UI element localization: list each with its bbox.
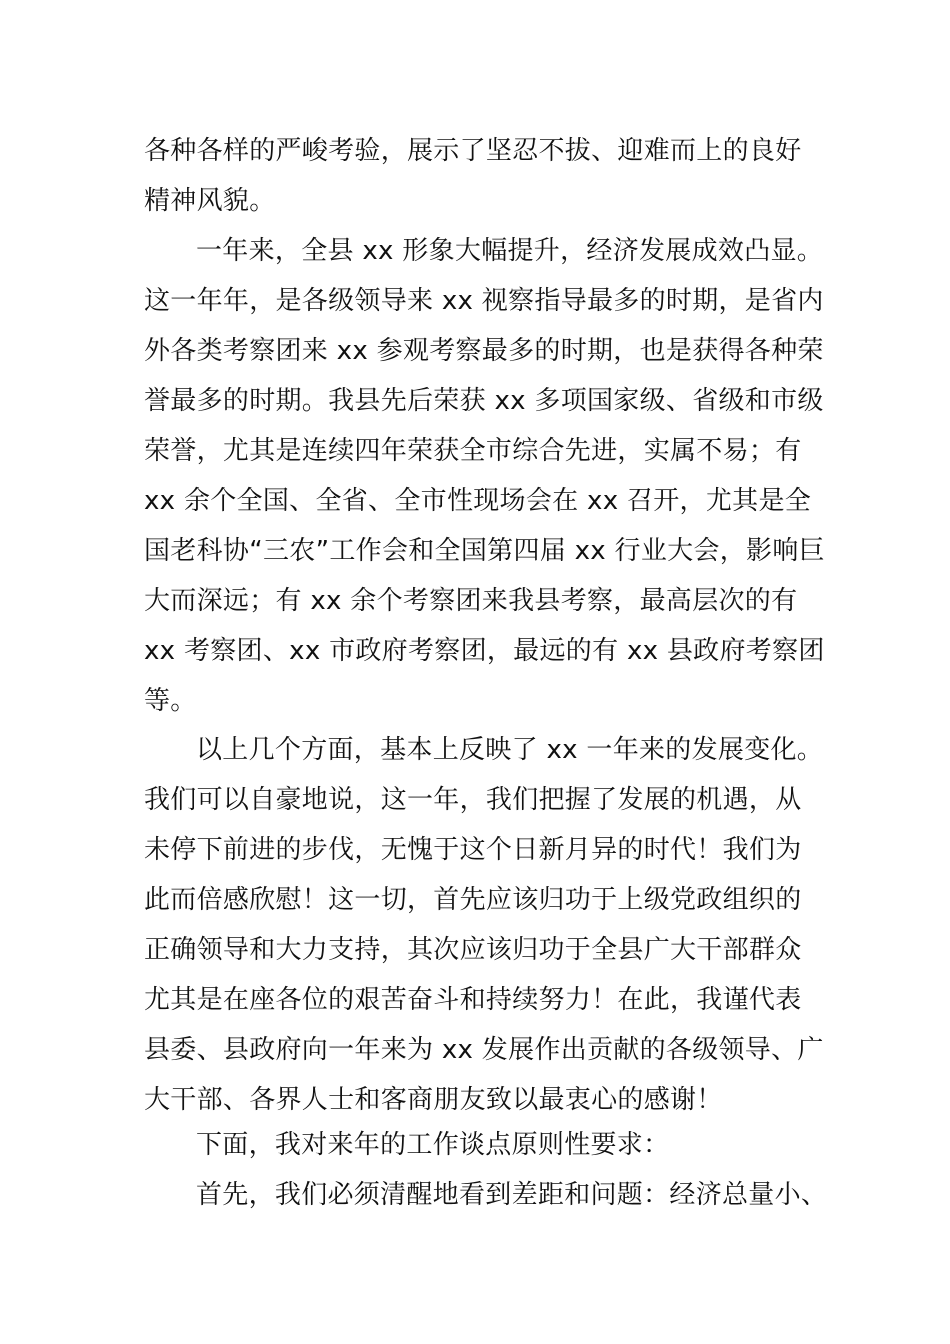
text-line: 国老科协“三农”工作会和全国第四届 xx 行业大会，影响巨 [144, 536, 825, 566]
text-line: 等。 [144, 686, 197, 716]
text-line: 这一年年，是各级领导来 xx 视察指导最多的时期，是省内 [144, 286, 824, 316]
text-line: 正确领导和大力支持，其次应该归功于全县广大干部群众 [144, 935, 802, 965]
text-line: 精神风貌。 [144, 186, 276, 216]
text-line: 此而倍感欣慰！这一切，首先应该归功于上级党政组织的 [144, 885, 802, 915]
text-line: xx 余个全国、全省、全市性现场会在 xx 召开，尤其是全 [144, 486, 812, 516]
paragraph-start-line: 一年来，全县 xx 形象大幅提升，经济发展成效凸显。 [196, 236, 824, 266]
paragraph-start-line: 下面，我对来年的工作谈点原则性要求： [196, 1130, 670, 1160]
text-line: 未停下前进的步伐，无愧于这个日新月异的时代！我们为 [144, 835, 802, 865]
text-line: 我们可以自豪地说，这一年，我们把握了发展的机遇，从 [144, 785, 802, 815]
text-line: 大干部、各界人士和客商朋友致以最衷心的感谢！ [144, 1085, 723, 1115]
text-line: 外各类考察团来 xx 参观考察最多的时期，也是获得各种荣 [144, 336, 824, 366]
text-line: 县委、县政府向一年来为 xx 发展作出贡献的各级领导、广 [144, 1035, 824, 1065]
text-line: 各种各样的严峻考验，展示了坚忍不拔、迎难而上的良好 [144, 136, 802, 166]
paragraph-start-line: 以上几个方面，基本上反映了 xx 一年来的发展变化。 [196, 735, 824, 765]
text-line: xx 考察团、xx 市政府考察团，最远的有 xx 县政府考察团 [144, 636, 825, 666]
text-line: 荣誉，尤其是连续四年荣获全市综合先进，实属不易；有 [144, 436, 802, 466]
text-line: 誉最多的时期。我县先后荣获 xx 多项国家级、省级和市级 [144, 386, 824, 416]
paragraph-start-line: 首先，我们必须清醒地看到差距和问题：经济总量小、 [196, 1180, 828, 1210]
text-line: 尤其是在座各位的艰苦奋斗和持续努力！在此，我谨代表 [144, 985, 802, 1015]
text-line: 大而深远；有 xx 余个考察团来我县考察，最高层次的有 [144, 586, 798, 616]
